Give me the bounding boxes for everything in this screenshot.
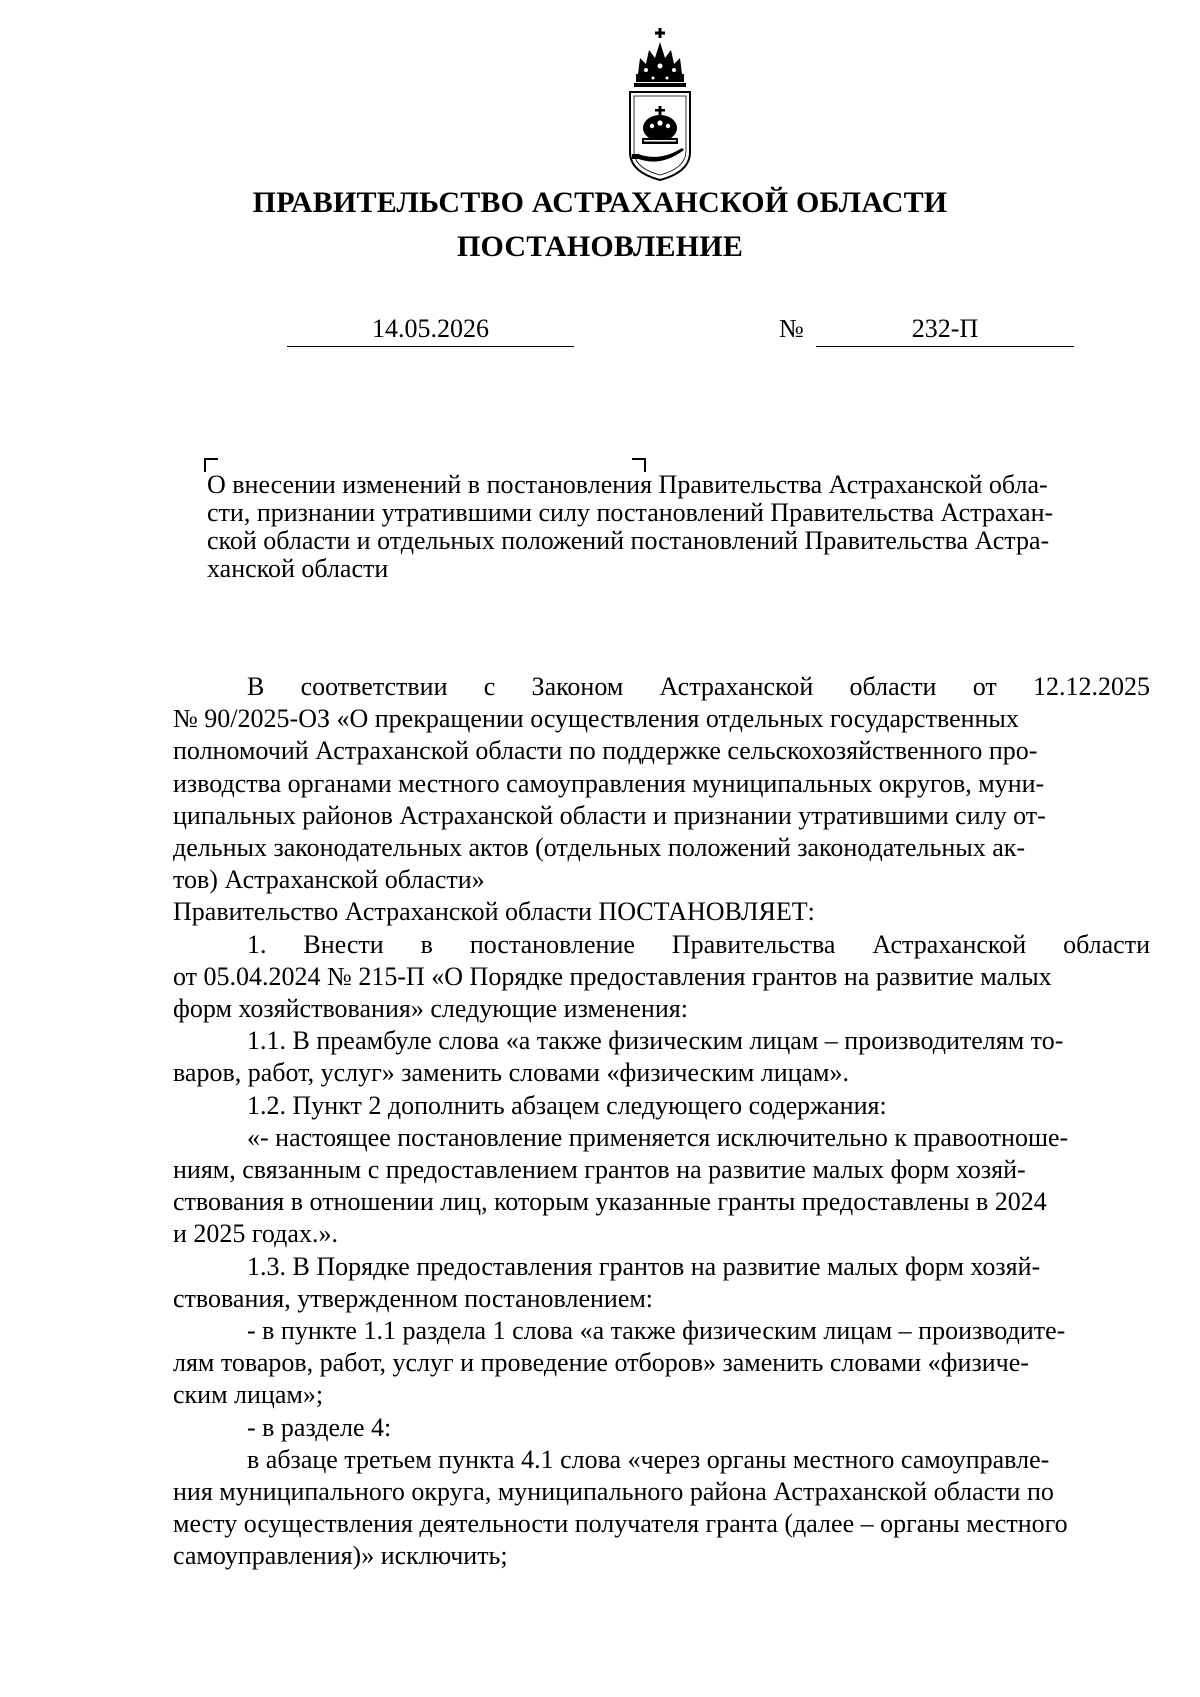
body-line: ствования, утвержденном постановлением: — [173, 1283, 654, 1313]
body-line: - в разделе 4: — [247, 1412, 392, 1442]
body-line: и 2025 годах.». — [173, 1219, 338, 1249]
subject-line: ской области и отдельных положений постановлений Правительства Астра- — [207, 526, 1050, 555]
body-line: ния муниципального округа, муниципального района Астраханской области по — [173, 1477, 1054, 1507]
subject-line: ханской области — [207, 554, 389, 583]
body-line: ниям, связанным с предоставлением грантов на развитие малых форм хозяй- — [173, 1155, 1026, 1185]
body-line: ствования в отношении лиц, которым указанные гранты предоставлены в 2024 — [173, 1187, 1047, 1217]
government-title: ПРАВИТЕЛЬСТВО АСТРАХАНСКОЙ ОБЛАСТИ — [252, 186, 948, 219]
body-line: 1. Внести в постановление Правительства Астраханской области — [247, 929, 1150, 959]
coat-of-arms-emblem — [622, 28, 698, 182]
body-line: полномочий Астраханской области по поддержке сельскохозяйственного про- — [173, 736, 1038, 766]
body-line: ципальных районов Астраханской области и признании утратившими силу от- — [173, 800, 1046, 830]
document-subject — [207, 471, 1137, 583]
body-line: тов) Астраханской области» — [173, 865, 485, 895]
body-line: от 05.04.2024 № 215-П «О Порядке предоставления грантов на развитие малых — [173, 961, 1052, 991]
body-line: Правительство Астраханской области ПОСТАНОВЛЯЕТ: — [173, 897, 815, 927]
body-line: в абзаце третьем пункта 4.1 слова «через органы местного самоуправле- — [247, 1444, 1050, 1474]
body-line: форм хозяйствования» следующие изменения: — [173, 994, 688, 1024]
body-line: месту осуществления деятельности получателя гранта (далее – органы местного — [173, 1509, 1068, 1539]
number-sign: № — [779, 314, 804, 343]
document-type-title: ПОСТАНОВЛЕНИЕ — [456, 230, 744, 263]
body-line: 1.1. В преамбуле слова «а также физическим лицам – производителям то- — [247, 1026, 1064, 1056]
body-line: ским лицам»; — [173, 1380, 324, 1410]
document-number: 232-П — [816, 312, 1074, 347]
subject-line: сти, признании утратившими силу постановлений Правительства Астрахан- — [207, 498, 1054, 527]
body-line: изводства органами местного самоуправления муниципальных округов, муни- — [173, 768, 1045, 798]
body-line: 1.3. В Порядке предоставления грантов на развитие малых форм хозяй- — [247, 1251, 1041, 1281]
document-body — [173, 671, 1150, 1573]
body-line: варов, работ, услуг» заменить словами «физическим лицам». — [173, 1058, 850, 1088]
body-line: «- настоящее постановление применяется исключительно к правоотноше- — [247, 1122, 1069, 1152]
subject-line: О внесении изменений в постановления Правительства Астраханской обла- — [207, 470, 1048, 499]
body-line: лям товаров, работ, услуг и проведение отборов» заменить словами «физиче- — [173, 1348, 1029, 1378]
body-line: В соответствии с Законом Астраханской области от 12.12.2025 — [247, 672, 1150, 701]
body-line: - в пункте 1.1 раздела 1 слова «а также физическим лицам – производите- — [247, 1316, 1066, 1346]
document-date: 14.05.2026 — [287, 312, 574, 347]
body-line: дельных законодательных актов (отдельных положений законодательных ак- — [173, 833, 1026, 863]
body-line: самоуправления)» исключить; — [173, 1541, 508, 1571]
body-line: 1.2. Пункт 2 дополнить абзацем следующего содержания: — [247, 1090, 887, 1120]
body-line: № 90/2025-ОЗ «О прекращении осуществления отдельных государственных — [173, 704, 1019, 734]
